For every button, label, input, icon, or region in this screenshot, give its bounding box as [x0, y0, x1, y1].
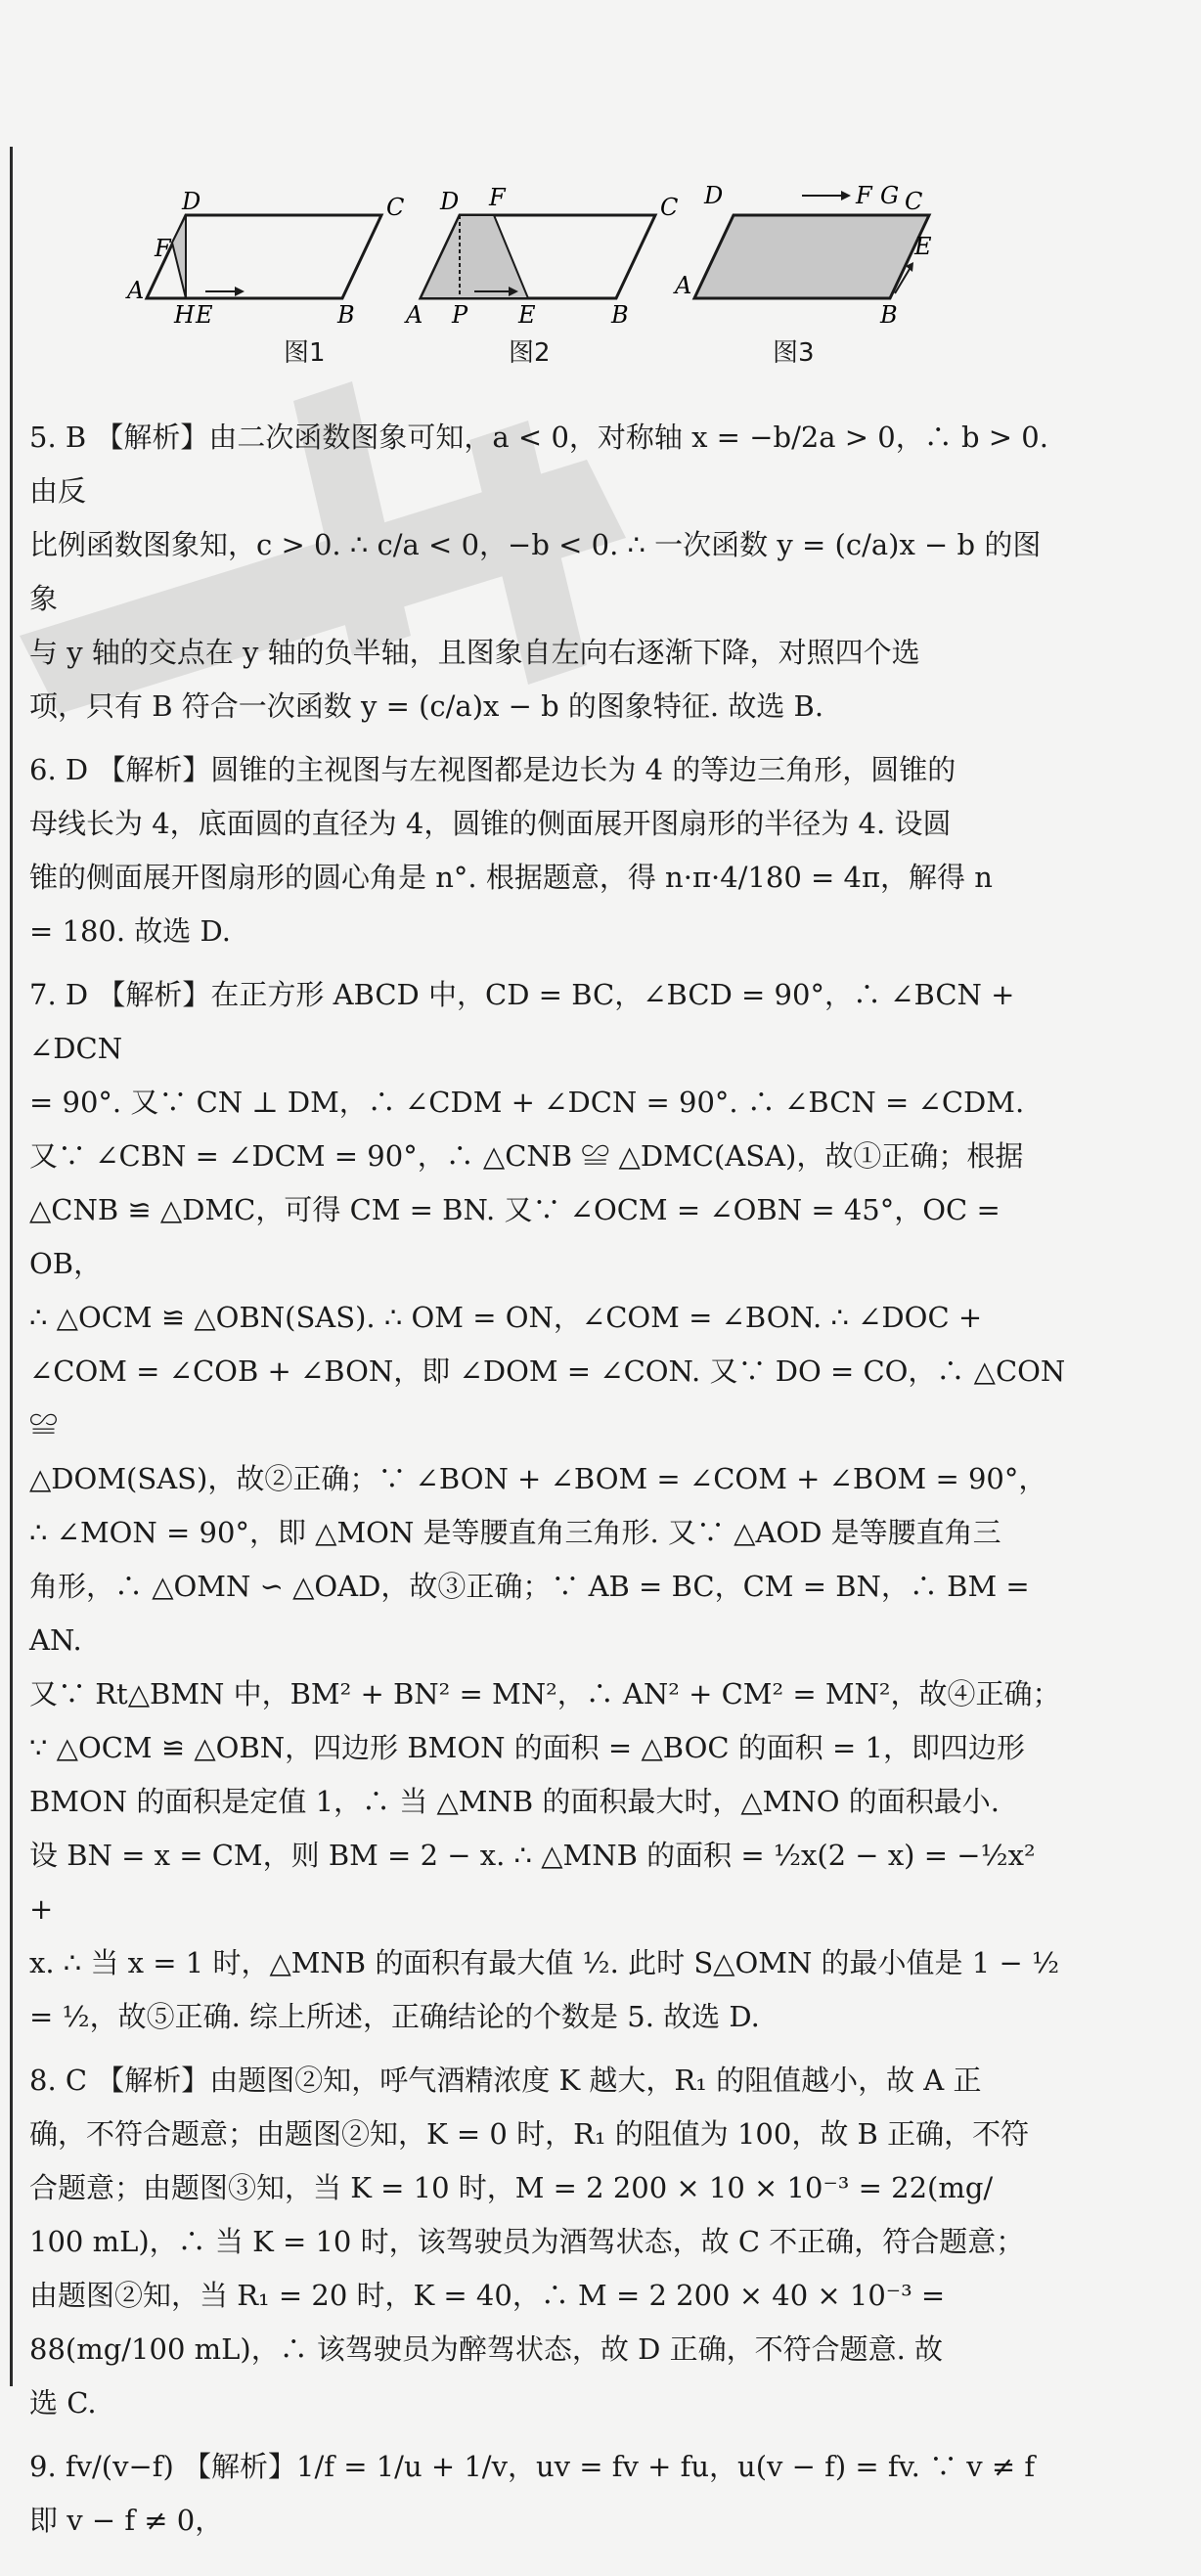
fig3-label-d: D — [704, 182, 724, 209]
fig3-label-f: F — [856, 182, 872, 209]
answer-line: 项，只有 B 符合一次函数 y = (c/a)x − b 的图象特征. 故选 B. — [29, 689, 824, 723]
answer-line: △DOM(SAS)，故②正确；∵ ∠BON + ∠BOM = ∠COM + ∠BOM = 90°， — [29, 1462, 1047, 1495]
answer-list — [29, 411, 1066, 2557]
answer-line: 100 mL)，∴ 当 K = 10 时，该驾驶员为酒驾状态，故 C 不正确，符合题意； — [29, 2225, 1025, 2258]
answer-line: 选 C. — [29, 2386, 97, 2420]
fig1-label-h: H — [174, 301, 195, 329]
answer-6 — [29, 743, 1066, 958]
answer-line: ∴ ∠MON = 90°，即 △MON 是等腰直角三角形. 又∵ △AOD 是等腰直角三 — [29, 1516, 1001, 1549]
figure-row — [127, 182, 949, 381]
answer-8 — [29, 2054, 1066, 2430]
answer-line: 母线长为 4，底面圆的直径为 4，圆锥的侧面展开图扇形的半径为 4. 设圆 — [29, 807, 952, 840]
fig3-label-g: G — [880, 182, 900, 209]
answer-7 — [29, 968, 1066, 2044]
answer-5 — [29, 411, 1066, 733]
answer-line: 设 BN = x = CM，则 BM = 2 − x. ∴ △MNB 的面积 = ½x(2 − x) = −½x² + — [29, 1839, 1036, 1926]
fig2-label-b: B — [611, 301, 629, 329]
fig1-label-f: F — [155, 235, 171, 262]
fig2-label-f: F — [489, 184, 506, 211]
answer-line: 又∵ ∠CBN = ∠DCM = 90°，∴ △CNB ≌ △DMC(ASA)，故①正确；根据 — [29, 1139, 1024, 1173]
fig2-label-a: A — [406, 301, 423, 329]
margin-rule — [10, 147, 13, 2386]
figure-1 — [127, 186, 405, 329]
fig2-label-c: C — [660, 194, 679, 221]
answer-line: 合题意；由题图③知，当 K = 10 时，M = 2 200 × 10 × 10⁻³ = 22(mg/ — [29, 2171, 994, 2204]
answer-line: 9. fv/(v−f) 【解析】1/f = 1/u + 1/v，uv = fv + fu，u(v − f) = fv. ∵ v ≠ f 即 v − f ≠ 0， — [29, 2450, 1036, 2537]
fig1-label-a: A — [127, 277, 145, 304]
answer-line: 确，不符合题意；由题图②知，K = 0 时，R₁ 的阻值为 100，故 B 正确，不符 — [29, 2117, 1030, 2151]
answer-line: 88(mg/100 mL)，∴ 该驾驶员为醉驾状态，故 D 正确，不符合题意. 故 — [29, 2332, 944, 2366]
fig1-label-b: B — [337, 301, 355, 329]
fig2-label-p: P — [452, 301, 468, 329]
figure-2 — [406, 184, 679, 329]
answer-line: ∴ △OCM ≌ △OBN(SAS). ∴ OM = ON，∠COM = ∠BON. ∴ ∠DOC + — [29, 1301, 983, 1334]
fig3-label-e: E — [914, 233, 932, 260]
answer-line: 5. B 【解析】由二次函数图象可知，a < 0，对称轴 x = −b/2a > 0，∴ b > 0. 由反 — [29, 421, 1048, 508]
fig2-label-e: E — [518, 301, 536, 329]
figure-3 — [675, 182, 949, 329]
figure-1-caption: 图1 — [284, 338, 326, 368]
answer-line: ∵ △OCM ≌ △OBN，四边形 BMON 的面积 = △BOC 的面积 = 1，即四边形 — [29, 1731, 1025, 1764]
answer-line: = 180. 故选 D. — [29, 914, 231, 948]
figure-2-caption: 图2 — [509, 338, 551, 368]
answer-line: ∠COM = ∠COB + ∠BON，即 ∠DOM = ∠CON. 又∵ DO = CO，∴ △CON ≌ — [29, 1355, 1066, 1442]
fig1-label-c: C — [386, 194, 405, 221]
fig3-label-c: C — [905, 188, 923, 215]
fig3-label-a: A — [675, 272, 692, 299]
answer-line: 锥的侧面展开图扇形的圆心角是 n°. 根据题意，得 n·π·4/180 = 4π，解得 n — [29, 861, 993, 894]
answer-line: 由题图②知，当 R₁ = 20 时，K = 40，∴ M = 2 200 × 40 × 10⁻³ = — [29, 2279, 946, 2312]
answer-line: 7. D 【解析】在正方形 ABCD 中，CD = BC，∠BCD = 90°，∴ ∠BCN + ∠DCN — [29, 978, 1015, 1065]
figure-3-caption: 图3 — [773, 338, 815, 368]
fig2-label-d: D — [440, 188, 460, 215]
answer-line: 8. C 【解析】由题图②知，呼气酒精浓度 K 越大，R₁ 的阻值越小，故 A 正 — [29, 2064, 982, 2097]
answer-line: = ½，故⑤正确. 综上所述，正确结论的个数是 5. 故选 D. — [29, 2000, 760, 2033]
fig1-label-d: D — [182, 188, 201, 215]
answer-line: x. ∴ 当 x = 1 时，△MNB 的面积有最大值 ½. 此时 S△OMN 的最小值是 1 − ½ — [29, 1946, 1060, 1979]
answer-line: 与 y 轴的交点在 y 轴的负半轴，且图象自左向右逐渐下降，对照四个选 — [29, 636, 920, 669]
answer-line: 角形，∴ △OMN ∽ △OAD，故③正确；∵ AB = BC，CM = BN，∴ BM = AN. — [29, 1570, 1030, 1657]
answer-line: 又∵ Rt△BMN 中，BM² + BN² = MN²，∴ AN² + CM² = MN²，故④正确； — [29, 1677, 1061, 1710]
answer-line: 比例函数图象知，c > 0. ∴ c/a < 0，−b < 0. ∴ 一次函数 y = (c/a)x − b 的图象 — [29, 528, 1042, 615]
answer-line: BMON 的面积是定值 1，∴ 当 △MNB 的面积最大时，△MNO 的面积最小. — [29, 1785, 1000, 1818]
fig1-label-e: E — [196, 301, 213, 329]
fig3-label-b: B — [880, 301, 898, 329]
answer-line: 6. D 【解析】圆锥的主视图与左视图都是边长为 4 的等边三角形，圆锥的 — [29, 753, 956, 786]
answer-line: △CNB ≌ △DMC，可得 CM = BN. 又∵ ∠OCM = ∠OBN = 45°，OC = OB， — [29, 1193, 1001, 1280]
answer-9 — [29, 2440, 1066, 2548]
answer-line: = 90°. 又∵ CN ⊥ DM，∴ ∠CDM + ∠DCN = 90°. ∴ ∠BCN = ∠CDM. — [29, 1086, 1025, 1119]
